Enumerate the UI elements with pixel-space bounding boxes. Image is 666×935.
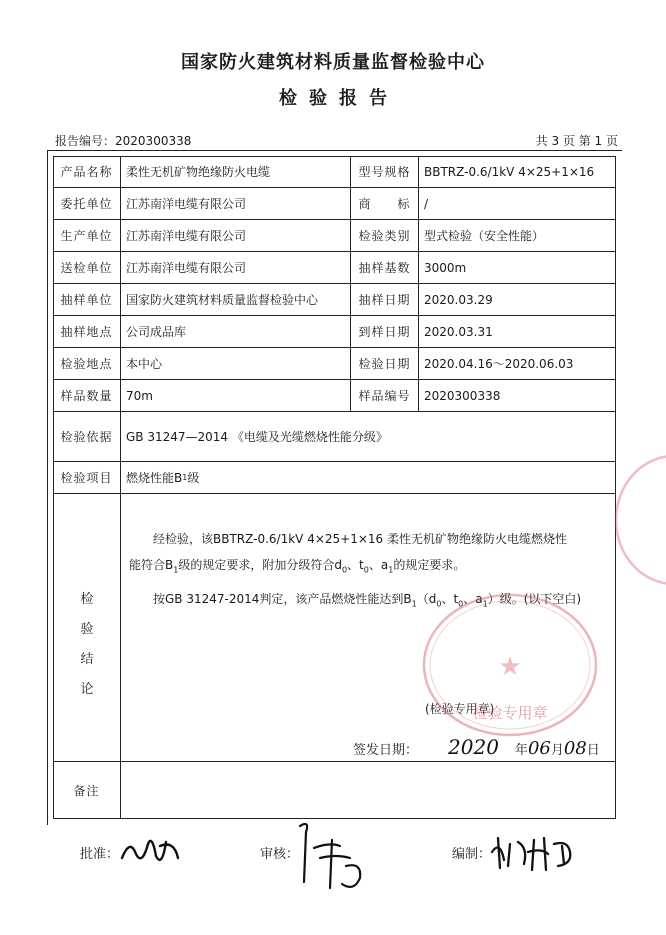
report-number-value: 2020300338 bbox=[115, 134, 192, 148]
review-handwriting bbox=[296, 818, 376, 898]
row-label-2: 抽样日期 bbox=[351, 284, 419, 316]
row-label: 检验地点 bbox=[53, 348, 121, 380]
compile-signature bbox=[452, 843, 491, 862]
row-value-2: 2020.03.31 bbox=[419, 316, 616, 348]
row-label-2: 检验类别 bbox=[351, 220, 419, 252]
issue-date: 签发日期： 2020 年06月08日 bbox=[353, 735, 600, 759]
review-signature bbox=[260, 843, 299, 862]
row-label: 样品数量 bbox=[53, 380, 121, 412]
row-value: 江苏南洋电缆有限公司 bbox=[121, 188, 351, 220]
row-value: 江苏南洋电缆有限公司 bbox=[121, 220, 351, 252]
row-value: 柔性无机矿物绝缘防火电缆 bbox=[121, 156, 351, 188]
edge-stamp bbox=[612, 450, 666, 590]
stamp-note: (检验专用章) bbox=[425, 702, 495, 716]
compile-label: 编制： bbox=[452, 847, 492, 862]
issue-date-label: 签发日期： bbox=[353, 743, 419, 758]
issue-day: 08 bbox=[563, 738, 587, 759]
row-label: 抽样地点 bbox=[53, 316, 121, 348]
approve-signature bbox=[80, 843, 119, 862]
row-value-2: / bbox=[419, 188, 616, 220]
conclusion-line-1: 经检验，该BBTRZ-0.6/1kV 4×25+1×16 柔性无机矿物绝缘防火电缆燃烧性 bbox=[153, 532, 567, 546]
row-label: 委托单位 bbox=[53, 188, 121, 220]
conclusion-line-3: 按GB 31247-2014判定，该产品燃烧性能达到$B_1(d_0$、$t_0$、$a_1$）级。(以下空白) bbox=[153, 592, 582, 609]
item-value: 燃烧性能B 1 级 bbox=[121, 462, 616, 494]
conclusion-char-3: 结 bbox=[80, 652, 94, 667]
row-label-2: 商 标 bbox=[351, 188, 419, 220]
approve-label: 批准： bbox=[80, 847, 120, 862]
issue-month: 06 bbox=[527, 738, 551, 759]
report-number bbox=[55, 132, 191, 149]
conclusion-line-2: 能符合$B_1$级的规定要求，附加分级符合$d_0$、$t_0$、$a_1$的规定要求。 bbox=[129, 558, 466, 575]
row-label: 产品名称 bbox=[53, 156, 121, 188]
item-label: 检验项目 bbox=[53, 462, 121, 494]
issue-year: 2020 bbox=[448, 735, 499, 759]
report-title: 检验报告 bbox=[279, 88, 399, 109]
remarks-label: 备注 bbox=[53, 762, 121, 819]
row-value-2: 型式检验（安全性能） bbox=[419, 220, 616, 252]
row-value: 公司成品库 bbox=[121, 316, 351, 348]
row-value: 江苏南洋电缆有限公司 bbox=[121, 252, 351, 284]
page-info: 共 3 页 第 1 页 bbox=[535, 134, 618, 148]
stamp-text: 检验专用章 bbox=[472, 704, 548, 722]
row-label-2: 抽样基数 bbox=[351, 252, 419, 284]
row-value-2: BBTRZ-0.6/1kV 4×25+1×16 bbox=[419, 156, 616, 188]
row-value: 本中心 bbox=[121, 348, 351, 380]
inspection-stamp bbox=[420, 590, 600, 740]
row-label-2: 型号规格 bbox=[351, 156, 419, 188]
conclusion-char-4: 论 bbox=[80, 682, 94, 697]
conclusion-char-1: 检 bbox=[80, 592, 94, 607]
conclusion-char-2: 验 bbox=[80, 622, 94, 637]
row-value-2: 2020.04.16～2020.06.03 bbox=[419, 348, 616, 380]
compile-handwriting bbox=[488, 830, 588, 874]
org-title: 国家防火建筑材料质量监督检验中心 bbox=[181, 52, 485, 73]
svg-text:★: ★ bbox=[498, 652, 522, 682]
row-value: 70m bbox=[121, 380, 351, 412]
review-label: 审核： bbox=[260, 847, 300, 862]
row-value-2: 2020300338 bbox=[419, 380, 616, 412]
row-label: 抽样单位 bbox=[53, 284, 121, 316]
row-value-2: 3000m bbox=[419, 252, 616, 284]
approve-handwriting bbox=[116, 828, 186, 872]
basis-label: 检验依据 bbox=[53, 412, 121, 462]
row-label-2: 到样日期 bbox=[351, 316, 419, 348]
row-value: 国家防火建筑材料质量监督检验中心 bbox=[121, 284, 351, 316]
row-label: 送检单位 bbox=[53, 252, 121, 284]
basis-value: GB 31247—2014 《电缆及光缆燃烧性能分级》 bbox=[121, 412, 616, 462]
report-number-label: 报告编号： bbox=[55, 134, 116, 148]
remarks-value bbox=[121, 762, 616, 819]
row-label: 生产单位 bbox=[53, 220, 121, 252]
row-label-2: 检验日期 bbox=[351, 348, 419, 380]
row-value-2: 2020.03.29 bbox=[419, 284, 616, 316]
row-label-2: 样品编号 bbox=[351, 380, 419, 412]
